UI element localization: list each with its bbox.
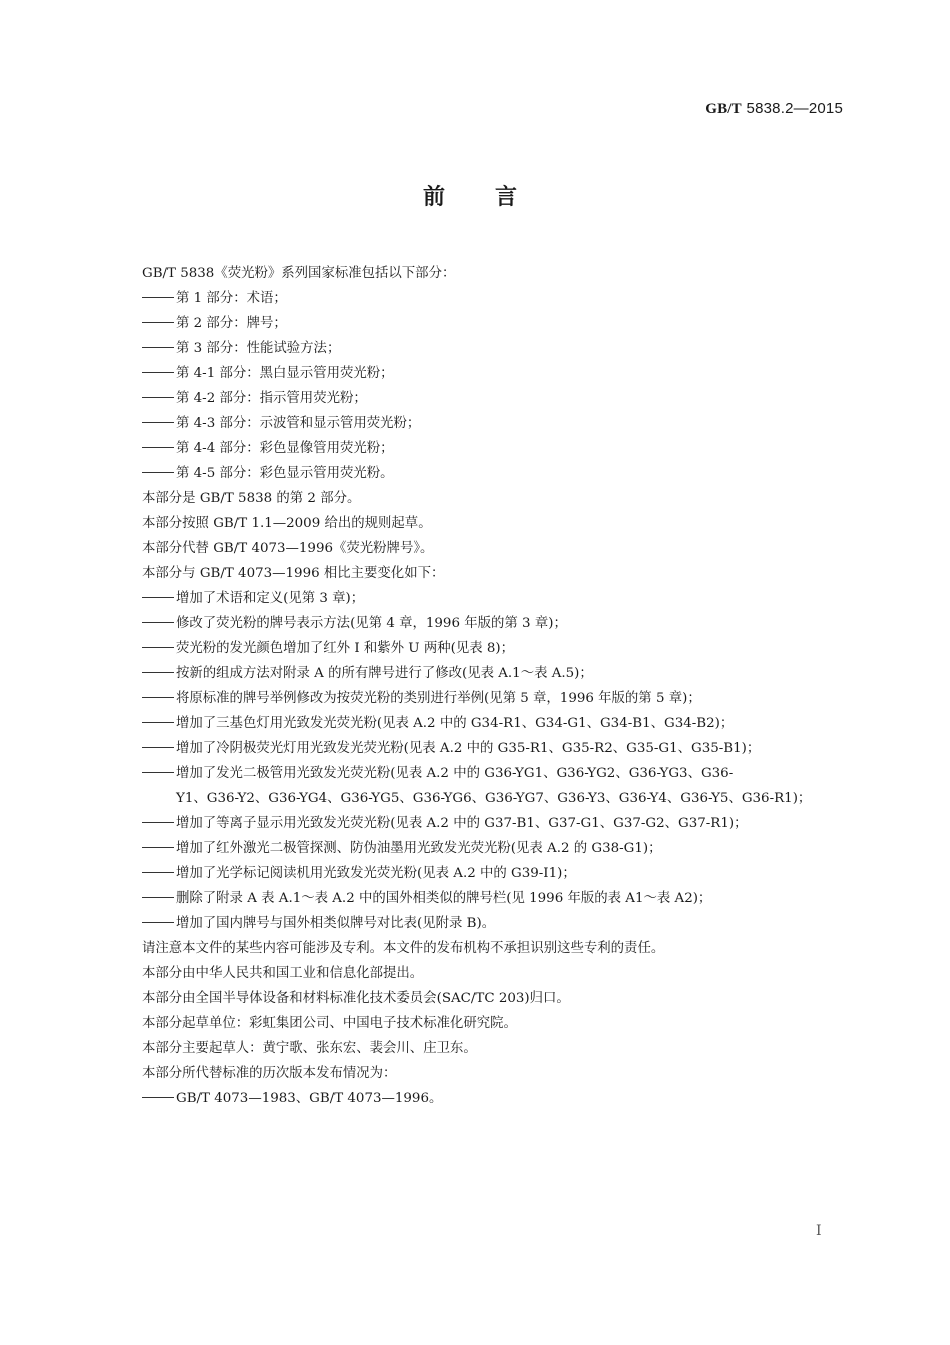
list-item xyxy=(142,336,852,361)
list-item xyxy=(142,811,852,836)
paragraph-text: 第 3 部分：性能试验方法； xyxy=(176,341,341,356)
em-dash-bullet xyxy=(142,597,174,598)
em-dash-bullet xyxy=(142,672,174,673)
em-dash-bullet xyxy=(142,897,174,898)
em-dash-bullet xyxy=(142,472,174,473)
em-dash-bullet xyxy=(142,372,174,373)
list-item xyxy=(142,1086,852,1111)
paragraph-text: 本部分所代替标准的历次版本发布情况为： xyxy=(142,1066,397,1081)
em-dash-bullet xyxy=(142,697,174,698)
paragraph-text: 第 2 部分：牌号； xyxy=(176,316,287,331)
paragraph xyxy=(142,961,852,986)
paragraph xyxy=(142,1036,852,1061)
em-dash-bullet xyxy=(142,872,174,873)
paragraph-text: 增加了光学标记阅读机用光致发光荧光粉(见表 A.2 中的 G39-I1)； xyxy=(176,866,576,881)
paragraph-text: 修改了荧光粉的牌号表示方法(见第 4 章，1996 年版的第 3 章)； xyxy=(176,616,567,631)
list-item xyxy=(142,436,852,461)
list-item xyxy=(142,311,852,336)
paragraph-text: 增加了等离子显示用光致发光荧光粉(见表 A.2 中的 G37-B1、G37-G1、G37-G2、G37-R1)； xyxy=(176,816,748,831)
paragraph-text: 本部分按照 GB/T 1.1—2009 给出的规则起草。 xyxy=(142,516,432,531)
paragraph-text: 本部分代替 GB/T 4073—1996《荧光粉牌号》。 xyxy=(142,541,434,556)
paragraph-text: 第 4-3 部分：示波管和显示管用荧光粉； xyxy=(176,416,421,431)
paragraph-text: GB/T 5838《荧光粉》系列国家标准包括以下部分： xyxy=(142,266,456,281)
paragraph-text: 第 1 部分：术语； xyxy=(176,291,287,306)
em-dash-bullet xyxy=(142,847,174,848)
em-dash-bullet xyxy=(142,747,174,748)
paragraph xyxy=(142,1061,852,1086)
paragraph xyxy=(142,511,852,536)
list-item xyxy=(142,761,852,786)
paragraph-text: 本部分由全国半导体设备和材料标准化技术委员会(SAC/TC 203)归口。 xyxy=(142,991,570,1006)
standard-prefix: GB/T xyxy=(705,101,742,117)
list-item xyxy=(142,611,852,636)
em-dash-bullet xyxy=(142,647,174,648)
list-item xyxy=(142,636,852,661)
paragraph-text: 增加了发光二极管用光致发光荧光粉(见表 A.2 中的 G36-YG1、G36-YG2、G36-YG3、G36- xyxy=(176,766,734,781)
list-item xyxy=(142,386,852,411)
list-item xyxy=(142,736,852,761)
em-dash-bullet xyxy=(142,922,174,923)
list-item xyxy=(142,686,852,711)
paragraph-text: 本部分起草单位：彩虹集团公司、中国电子技术标准化研究院。 xyxy=(142,1016,517,1031)
paragraph-text: 第 4-5 部分：彩色显示管用荧光粉。 xyxy=(176,466,394,481)
paragraph-text: 请注意本文件的某些内容可能涉及专利。本文件的发布机构不承担识别这些专利的责任。 xyxy=(142,941,665,956)
list-item xyxy=(142,461,852,486)
paragraph-text: 本部分由中华人民共和国工业和信息化部提出。 xyxy=(142,966,424,981)
em-dash-bullet xyxy=(142,822,174,823)
list-item xyxy=(142,711,852,736)
list-item xyxy=(142,911,852,936)
paragraph-text: 第 4-1 部分：黑白显示管用荧光粉； xyxy=(176,366,394,381)
paragraph-text: 增加了三基色灯用光致发光荧光粉(见表 A.2 中的 G34-R1、G34-G1、G34-B1、G34-B2)； xyxy=(176,716,734,731)
list-item xyxy=(142,661,852,686)
paragraph xyxy=(142,1011,852,1036)
em-dash-bullet xyxy=(142,772,174,773)
paragraph-text: 第 4-4 部分：彩色显像管用荧光粉； xyxy=(176,441,394,456)
paragraph-text: 第 4-2 部分：指示管用荧光粉； xyxy=(176,391,367,406)
paragraph-text: GB/T 4073—1983、GB/T 4073—1996。 xyxy=(176,1091,443,1106)
paragraph xyxy=(142,786,852,811)
paragraph xyxy=(142,936,852,961)
paragraph-text: 本部分是 GB/T 5838 的第 2 部分。 xyxy=(142,491,361,506)
foreword-body xyxy=(142,261,852,1111)
em-dash-bullet xyxy=(142,397,174,398)
paragraph xyxy=(142,486,852,511)
paragraph-text: 将原标准的牌号举例修改为按荧光粉的类别进行举例(见第 5 章，1996 年版的第 5 章)； xyxy=(176,691,701,706)
page-title: 前言 xyxy=(422,185,567,210)
paragraph-text: 本部分主要起草人：黄宁歌、张东宏、裴会川、庄卫东。 xyxy=(142,1041,477,1056)
paragraph-text: 删除了附录 A 表 A.1～表 A.2 中的国外相类似的牌号栏(见 1996 年版的表 A1～表 A2)； xyxy=(176,891,712,906)
em-dash-bullet xyxy=(142,447,174,448)
paragraph-text: 按新的组成方法对附录 A 的所有牌号进行了修改(见表 A.1～表 A.5)； xyxy=(176,666,593,681)
paragraph-text: 增加了冷阴极荧光灯用光致发光荧光粉(见表 A.2 中的 G35-R1、G35-R2、G35-G1、G35-B1)； xyxy=(176,741,761,756)
list-item xyxy=(142,886,852,911)
paragraph xyxy=(142,261,852,286)
list-item xyxy=(142,861,852,886)
em-dash-bullet xyxy=(142,297,174,298)
paragraph xyxy=(142,561,852,586)
page-number: I xyxy=(816,1223,822,1239)
em-dash-bullet xyxy=(142,422,174,423)
paragraph-text: 增加了红外激光二极管探测、防伪油墨用光致发光荧光粉(见表 A.2 的 G38-G1)； xyxy=(176,841,662,856)
em-dash-bullet xyxy=(142,1097,174,1098)
paragraph-text: 增加了国内牌号与国外相类似牌号对比表(见附录 B)。 xyxy=(176,916,496,931)
paragraph xyxy=(142,536,852,561)
list-item xyxy=(142,411,852,436)
list-item xyxy=(142,286,852,311)
em-dash-bullet xyxy=(142,322,174,323)
list-item xyxy=(142,586,852,611)
em-dash-bullet xyxy=(142,347,174,348)
list-item xyxy=(142,836,852,861)
em-dash-bullet xyxy=(142,622,174,623)
paragraph xyxy=(142,986,852,1011)
paragraph-text: 本部分与 GB/T 4073—1996 相比主要变化如下： xyxy=(142,566,445,581)
list-item xyxy=(142,361,852,386)
standard-number xyxy=(705,100,843,118)
paragraph-text: Y1、G36-Y2、G36-YG4、G36-YG5、G36-YG6、G36-YG7、G36-Y3、G36-Y4、G36-Y5、G36-R1)； xyxy=(176,791,812,806)
standard-code: 5838.2—2015 xyxy=(746,100,843,117)
paragraph-text: 荧光粉的发光颜色增加了红外 I 和紫外 U 两种(见表 8)； xyxy=(176,641,515,656)
em-dash-bullet xyxy=(142,722,174,723)
paragraph-text: 增加了术语和定义(见第 3 章)； xyxy=(176,591,365,606)
